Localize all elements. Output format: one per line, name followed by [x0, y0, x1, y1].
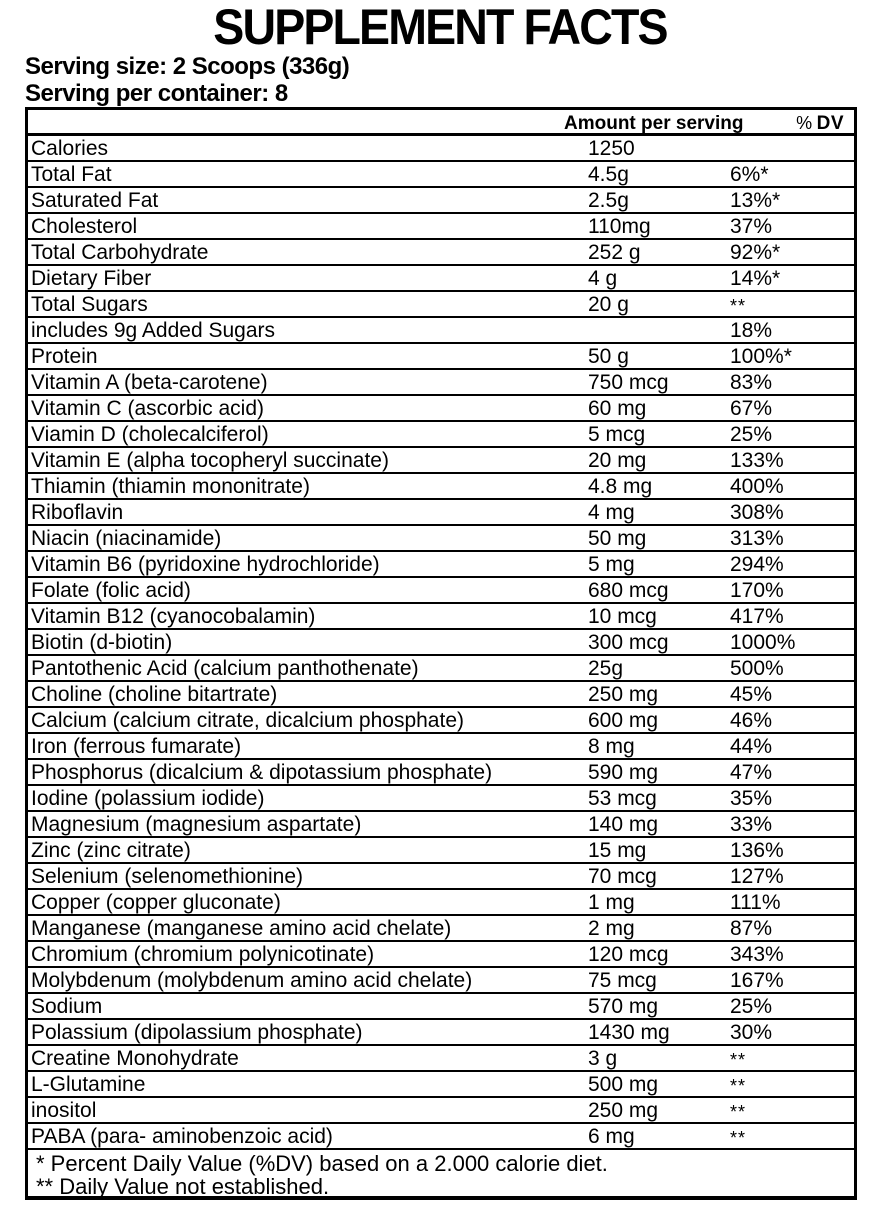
nutrient-dv: 33% — [730, 813, 773, 836]
table-row — [28, 474, 854, 500]
nutrient-amount: 15 mg — [588, 839, 647, 862]
table-row — [28, 292, 854, 318]
nutrient-dv: 167% — [730, 969, 784, 992]
nutrient-dv: 35% — [730, 787, 773, 810]
table-row — [28, 760, 854, 786]
table-row — [28, 916, 854, 942]
nutrient-label: Protein — [31, 345, 98, 368]
table-row — [28, 188, 854, 214]
nutrient-label: Selenium (selenomethionine) — [31, 865, 303, 888]
nutrient-dv: 6%* — [730, 163, 769, 186]
nutrient-amount: 252 g — [588, 241, 641, 264]
nutrient-dv: 294% — [730, 553, 784, 576]
table-row — [28, 968, 854, 994]
nutrient-amount: 3 g — [588, 1047, 618, 1070]
nutrient-label: Manganese (manganese amino acid chelate) — [31, 917, 452, 940]
nutrient-dv: 400% — [730, 475, 784, 498]
nutrient-label: Magnesium (magnesium aspartate) — [31, 813, 362, 836]
table-row — [28, 578, 854, 604]
nutrient-amount: 6 mg — [588, 1125, 635, 1148]
nutrient-dv: 136% — [730, 839, 784, 862]
nutrient-amount: 25g — [588, 657, 624, 680]
amount-per-serving-header: Amount per serving — [564, 113, 744, 134]
nutrient-dv: 133% — [730, 449, 784, 472]
nutrient-label: Choline (choline bitartrate) — [31, 683, 278, 706]
nutrient-amount: 70 mcg — [588, 865, 657, 888]
nutrient-label: Sodium — [31, 995, 103, 1018]
percent-sign: % — [796, 113, 813, 133]
nutrient-label: Dietary Fiber — [31, 267, 152, 290]
nutrient-label: Calcium (calcium citrate, dicalcium phosphate) — [31, 709, 464, 732]
page-title: SUPPLEMENT FACTS — [213, 0, 667, 55]
nutrient-dv: 25% — [730, 995, 773, 1018]
nutrient-label: Vitamin E (alpha tocopheryl succinate) — [31, 449, 389, 472]
nutrient-dv: 47% — [730, 761, 773, 784]
table-row — [28, 214, 854, 240]
nutrient-label: Chromium (chromium polynicotinate) — [31, 943, 375, 966]
nutrient-dv: 1000% — [730, 631, 796, 654]
nutrient-amount: 75 mcg — [588, 969, 657, 992]
table-row — [28, 994, 854, 1020]
nutrient-label: Vitamin A (beta-carotene) — [31, 371, 268, 394]
nutrient-dv: 92%* — [730, 241, 781, 264]
nutrient-amount: 250 mg — [588, 683, 659, 706]
nutrient-amount: 50 mg — [588, 527, 647, 550]
nutrient-amount: 110mg — [588, 215, 651, 238]
dv-label: DV — [816, 113, 844, 134]
nutrient-label: Polassium (dipolassium phosphate) — [31, 1021, 363, 1044]
nutrient-dv: 44% — [730, 735, 773, 758]
table-row — [28, 786, 854, 812]
table-row — [28, 1020, 854, 1046]
nutrient-amount: 140 mg — [588, 813, 659, 836]
table-row — [28, 526, 854, 552]
nutrient-amount: 20 g — [588, 293, 629, 316]
serving-size: Serving size: 2 Scoops (336g) — [25, 53, 350, 80]
nutrient-label: inositol — [31, 1099, 97, 1122]
nutrient-amount: 300 mcg — [588, 631, 669, 654]
nutrient-label: Riboflavin — [31, 501, 124, 524]
nutrient-label: Molybdenum (molybdenum amino acid chelate) — [31, 969, 473, 992]
nutrient-dv: 313% — [730, 527, 784, 550]
nutrient-dv: 308% — [730, 501, 784, 524]
table-row — [28, 1098, 854, 1124]
nutrient-label: Total Carbohydrate — [31, 241, 209, 264]
nutrient-label: Iodine (polassium iodide) — [31, 787, 265, 810]
nutrient-amount: 2 mg — [588, 917, 635, 940]
nutrient-amount: 590 mg — [588, 761, 659, 784]
nutrient-label: includes 9g Added Sugars — [31, 319, 276, 342]
nutrient-label: Pantothenic Acid (calcium panthothenate) — [31, 657, 419, 680]
nutrient-dv: 67% — [730, 397, 773, 420]
nutrient-amount: 5 mg — [588, 553, 635, 576]
nutrient-label: Vitamin B12 (cyanocobalamin) — [31, 605, 316, 628]
nutrient-amount: 570 mg — [588, 995, 659, 1018]
table-row — [28, 370, 854, 396]
table-row — [28, 318, 854, 344]
nutrient-label: Saturated Fat — [31, 189, 159, 212]
nutrient-label: Zinc (zinc citrate) — [31, 839, 191, 862]
table-row — [28, 812, 854, 838]
nutrient-amount: 4 mg — [588, 501, 635, 524]
nutrient-label: Vitamin B6 (pyridoxine hydrochloride) — [31, 553, 380, 576]
nutrient-label: Calories — [31, 137, 109, 160]
nutrient-dv: 30% — [730, 1021, 773, 1044]
nutrient-amount: 5 mcg — [588, 423, 646, 446]
nutrient-dv: ** — [730, 1050, 747, 1070]
table-row — [28, 656, 854, 682]
table-row — [28, 266, 854, 292]
nutrient-dv: ** — [730, 1128, 747, 1148]
table-row — [28, 630, 854, 656]
nutrient-amount: 60 mg — [588, 397, 647, 420]
nutrient-label: Vitamin C (ascorbic acid) — [31, 397, 265, 420]
nutrient-dv: 100%* — [730, 345, 792, 368]
table-row — [28, 422, 854, 448]
nutrient-dv: 18% — [730, 319, 773, 342]
nutrient-amount: 20 mg — [588, 449, 647, 472]
nutrient-label: Copper (copper gluconate) — [31, 891, 281, 914]
nutrient-label: L-Glutamine — [31, 1073, 146, 1096]
table-row — [28, 708, 854, 734]
nutrient-dv: ** — [730, 1076, 747, 1096]
nutrient-label: Folate (folic acid) — [31, 579, 191, 602]
nutrient-dv: 417% — [730, 605, 784, 628]
facts-table-body — [28, 136, 854, 1150]
nutrient-amount: 1 mg — [588, 891, 635, 914]
footnotes — [28, 1150, 854, 1199]
table-row — [28, 734, 854, 760]
nutrient-amount: 680 mcg — [588, 579, 669, 602]
table-row — [28, 240, 854, 266]
nutrient-label: Thiamin (thiamin mononitrate) — [31, 475, 310, 498]
table-row — [28, 864, 854, 890]
table-row — [28, 136, 854, 162]
table-row — [28, 344, 854, 370]
nutrient-label: Iron (ferrous fumarate) — [31, 735, 242, 758]
nutrient-label: Total Sugars — [31, 293, 148, 316]
table-row — [28, 838, 854, 864]
table-row — [28, 890, 854, 916]
nutrient-amount: 4.5g — [588, 163, 629, 186]
table-row — [28, 942, 854, 968]
nutrient-amount: 2.5g — [588, 189, 629, 212]
table-row — [28, 396, 854, 422]
nutrient-dv: ** — [730, 296, 747, 316]
nutrient-label: Cholesterol — [31, 215, 138, 238]
table-header-row — [28, 110, 854, 136]
nutrient-label: Creatine Monohydrate — [31, 1047, 239, 1070]
nutrient-dv: 25% — [730, 423, 773, 446]
nutrient-label: Biotin (d-biotin) — [31, 631, 173, 654]
footnote-daily-value: * Percent Daily Value (%DV) based on a 2.000 calorie diet. — [36, 1151, 608, 1176]
table-row — [28, 448, 854, 474]
nutrient-dv: 14%* — [730, 267, 781, 290]
nutrient-amount: 10 mcg — [588, 605, 657, 628]
nutrient-amount: 50 g — [588, 345, 629, 368]
nutrient-dv: 45% — [730, 683, 773, 706]
nutrient-dv: ** — [730, 1102, 747, 1122]
nutrient-dv: 87% — [730, 917, 773, 940]
servings-per-container: Serving per container: 8 — [25, 80, 288, 107]
nutrient-dv: 111% — [730, 891, 781, 914]
nutrient-amount: 53 mcg — [588, 787, 657, 810]
nutrient-dv: 343% — [730, 943, 784, 966]
nutrient-label: Niacin (niacinamide) — [31, 527, 222, 550]
nutrient-amount: 120 mcg — [588, 943, 669, 966]
table-row — [28, 500, 854, 526]
nutrient-amount: 500 mg — [588, 1073, 659, 1096]
nutrient-dv: 170% — [730, 579, 784, 602]
table-row — [28, 162, 854, 188]
supplement-facts-table — [25, 107, 857, 1200]
table-row — [28, 1046, 854, 1072]
footnote-not-established: ** Daily Value not established. — [36, 1174, 330, 1199]
nutrient-label: Phosphorus (dicalcium & dipotassium phosphate) — [31, 761, 493, 784]
table-row — [28, 552, 854, 578]
nutrient-amount: 250 mg — [588, 1099, 659, 1122]
nutrient-amount: 1430 mg — [588, 1021, 670, 1044]
nutrient-label: PABA (para- aminobenzoic acid) — [31, 1125, 333, 1148]
nutrient-label: Viamin D (cholecalciferol) — [31, 423, 269, 446]
nutrient-amount: 4.8 mg — [588, 475, 653, 498]
percent-dv-header — [796, 113, 844, 135]
table-row — [28, 604, 854, 630]
nutrient-amount: 1250 — [588, 137, 635, 160]
nutrient-amount: 750 mcg — [588, 371, 669, 394]
table-row — [28, 682, 854, 708]
nutrient-amount: 4 g — [588, 267, 618, 290]
nutrient-amount: 8 mg — [588, 735, 635, 758]
table-row — [28, 1072, 854, 1098]
nutrient-label: Total Fat — [31, 163, 112, 186]
nutrient-dv: 46% — [730, 709, 773, 732]
nutrient-dv: 13%* — [730, 189, 781, 212]
nutrient-dv: 500% — [730, 657, 784, 680]
nutrient-amount: 600 mg — [588, 709, 659, 732]
table-row — [28, 1124, 854, 1150]
nutrient-dv: 127% — [730, 865, 784, 888]
nutrient-dv: 37% — [730, 215, 773, 238]
nutrient-dv: 83% — [730, 371, 773, 394]
